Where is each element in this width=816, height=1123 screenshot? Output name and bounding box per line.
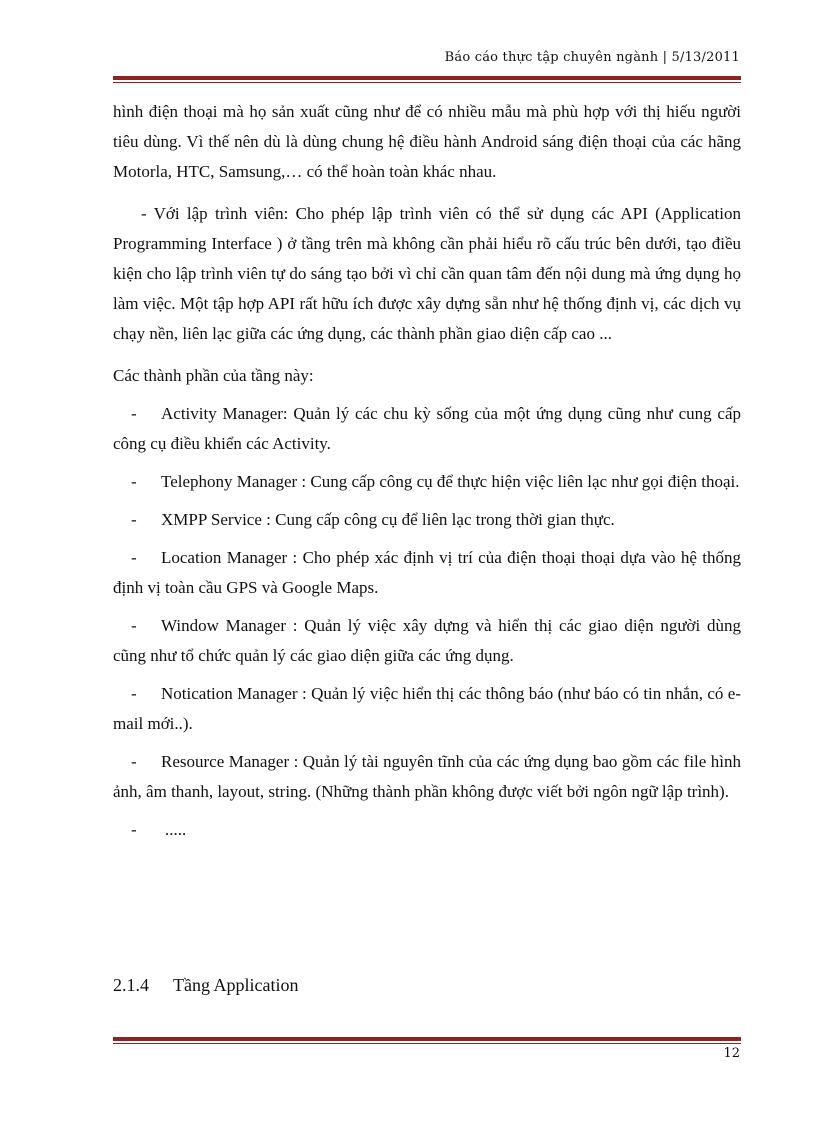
list-item	[113, 747, 741, 807]
body-text	[113, 97, 741, 845]
list-item	[113, 815, 741, 845]
bullet-marker: -	[131, 472, 137, 491]
paragraph: hình điện thoại mà họ sản xuất cũng như để có nhiều mẫu mà phù hợp với thị hiếu người tiêu dùng. Vì thế nên dù là dùng chung hệ điều hành Android sáng điện thoại của các hãng Motorla, HTC, Samsung,… có thể hoàn toàn khác nhau.	[113, 102, 741, 181]
list-item	[113, 467, 741, 497]
list-item-text: XMPP Service : Cung cấp công cụ để liên lạc trong thời gian thực.	[161, 510, 615, 529]
list-item-text: Telephony Manager : Cung cấp công cụ để thực hiện việc liên lạc như gọi điện thoại.	[161, 472, 740, 491]
paragraph: Các thành phần của tầng này:	[113, 366, 314, 385]
list-item	[113, 679, 741, 739]
list-item	[113, 611, 741, 671]
ellipsis-text: .....	[165, 820, 187, 839]
page-number: 12	[723, 1046, 740, 1061]
section-heading	[113, 975, 298, 996]
bullet-marker: -	[131, 684, 137, 703]
list-item-text: Activity Manager: Quản lý các chu kỳ sống của một ứng dụng cũng như cung cấp công cụ điều khiển các Activity.	[113, 404, 741, 453]
bullet-marker: -	[131, 510, 137, 529]
bullet-marker: -	[131, 752, 137, 771]
bullet-marker: -	[131, 548, 137, 567]
list-item-text: Resource Manager : Quản lý tài nguyên tĩnh của các ứng dụng bao gồm các file hình ảnh, âm thanh, layout, string. (Những thành phần không được viết bởi ngôn ngữ lập trình).	[113, 752, 741, 801]
section-title: Tầng Application	[173, 975, 299, 995]
footer-rule	[113, 1037, 741, 1044]
header-title: Báo cáo thực tập chuyên ngành | 5/13/2011	[444, 50, 740, 65]
list-item	[113, 543, 741, 603]
header-rule	[113, 76, 741, 83]
list-item	[113, 399, 741, 459]
bullet-marker: -	[131, 404, 137, 423]
list-item-text: Window Manager : Quản lý việc xây dựng và hiển thị các giao diện người dùng cũng như tổ chức quản lý các giao diện giữa các ứng dụng.	[113, 616, 741, 665]
list-item-text: Notication Manager : Quản lý việc hiển thị các thông báo (như báo có tin nhắn, có e-mail mới..).	[113, 684, 741, 733]
bullet-marker: -	[131, 616, 137, 635]
bullet-marker: -	[131, 820, 137, 839]
section-number: 2.1.4	[113, 975, 149, 995]
paragraph: - Với lập trình viên: Cho phép lập trình viên có thể sử dụng các API (Application Programming Interface ) ở tầng trên mà không cần phải hiểu rõ cấu trúc bên dưới, tạo điều kiện cho lập trình viên tự do sáng tạo bởi vì chỉ cần quan tâm đến nội dung mà ứng dụng họ làm việc. Một tập hợp API rất hữu ích được xây dựng sẵn như hệ thống định vị, các dịch vụ chạy nền, liên lạc giữa các ứng dụng, các thành phần giao diện cấp cao ...	[113, 204, 741, 343]
list-item	[113, 505, 741, 535]
list-item-text: Location Manager : Cho phép xác định vị trí của điện thoại thoại dựa vào hệ thống định vị toàn cầu GPS và Google Maps.	[113, 548, 741, 597]
